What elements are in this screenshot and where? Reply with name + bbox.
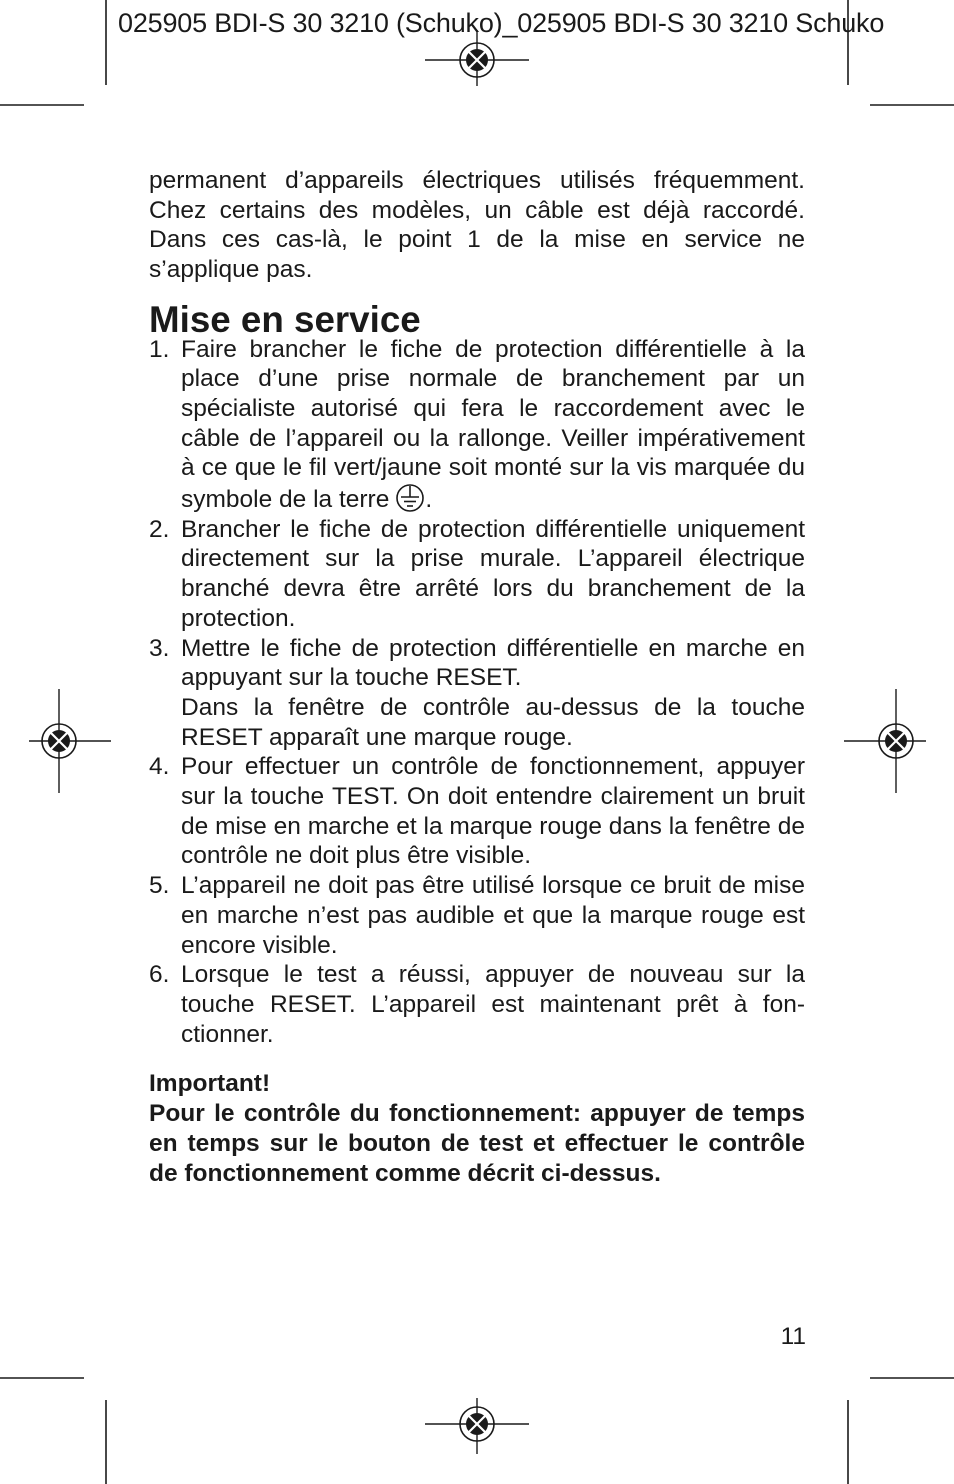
step-text: [181, 634, 805, 753]
step-text: [181, 336, 805, 514]
step-text: [181, 960, 805, 1049]
page-number: 11: [780, 1323, 806, 1350]
step-line: [181, 336, 805, 514]
list-item: [149, 515, 805, 634]
step-number: 4.: [149, 753, 170, 781]
section-heading: Mise en service: [149, 298, 421, 340]
registration-mark-icon: [425, 1398, 529, 1454]
registration-mark-icon: [29, 689, 111, 793]
list-item: [149, 752, 805, 871]
important-title: Important!: [149, 1070, 271, 1098]
step-text: [181, 871, 805, 960]
step-line: Brancher le fiche de protection différentielle uniquement directement sur la prise murale. L’appareil électrique branché devra être arrêté lors du branchement de la protection.: [181, 515, 805, 632]
step-number: 3.: [149, 634, 170, 662]
step-number: 1.: [149, 335, 170, 363]
step-line: Pour effectuer un contrôle de fonctionnement, appuyer sur la touche TEST. On doit entendre clairement un bruit de mise en marche et la marque rouge dans la fenêtre de contrôle ne doit plus être visible.: [181, 753, 805, 870]
important-body: Pour le contrôle du fonctionnement: appuyer de temps en temps sur le bouton de test et effectuer le contrôle de fonctionnement comme décrit ci-dessus.: [149, 1100, 805, 1187]
list-item: [149, 960, 805, 1049]
step-text: [181, 752, 805, 871]
list-item: [149, 335, 805, 515]
print-slug-header: 025905 BDI-S 30 3210 (Schuko)_025905 BDI-S 30 3210 Schuko: [118, 8, 885, 38]
steps-list: [149, 335, 805, 1050]
step-line: Mettre le fiche de protection différentielle en marche en appuyant sur la touche RESET.: [181, 634, 805, 692]
list-item: [149, 871, 805, 960]
step-line: L’appareil ne doit pas être utilisé lorsque ce bruit de mise en marche n’est pas audible et que la marque rouge est encore visible.: [181, 872, 805, 959]
step-line: Dans la fenêtre de contrôle au-dessus de la touche RESET apparaît une marque rouge.: [181, 693, 805, 751]
step-number: 5.: [149, 872, 170, 900]
intro-paragraph: permanent d’appareils électriques utilisés fréquemment. Chez certains des modèles, un câble est déjà raccordé. Dans ces cas-là, le point 1 de la mise en service ne s’applique pas.: [149, 167, 805, 284]
page-content: [149, 166, 805, 1188]
step-suffix: .: [425, 486, 433, 514]
step-line-text: Faire brancher le fiche de protection différentielle à la place d’une prise normale de branchement par un spécialiste autorisé qui fera le raccordement avec le câble de l’appareil ou la rallonge. Veiller impérativement à ce que le fil vert/jaune soit monté sur la vis marquée du symbole de la terre: [181, 335, 805, 514]
step-number: 2.: [149, 515, 170, 543]
step-text: [181, 515, 805, 634]
list-item: [149, 634, 805, 753]
earth-ground-symbol-icon: [395, 483, 425, 513]
step-line: Lorsque le test a réussi, appuyer de nouveau sur la touche RESET. L’appareil est maintenant prêt à fonctionner.: [181, 961, 805, 1048]
step-number: 6.: [149, 961, 170, 989]
registration-mark-icon: [844, 689, 926, 793]
